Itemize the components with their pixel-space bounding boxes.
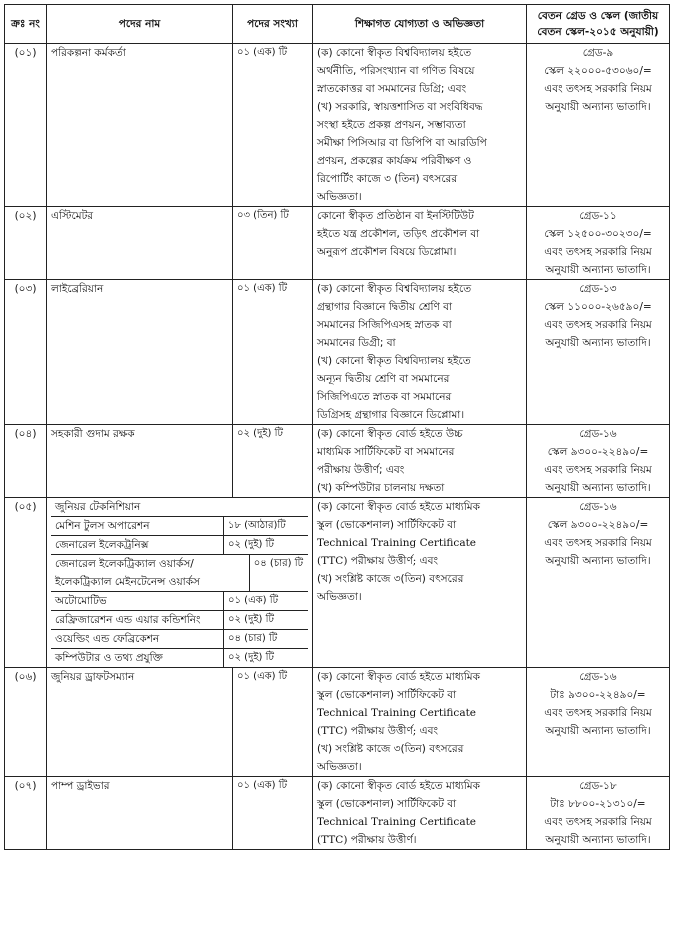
qualification-line: অনুরূপ প্রকৌশল বিষয়ে ডিপ্লোমা।: [317, 246, 457, 258]
salary-line: এবং তৎসহ সরকারি নিয়ম: [544, 707, 652, 719]
post-count: ০১ (এক) টি: [233, 280, 313, 425]
qualification-line: অভিজ্ঞতা।: [317, 761, 362, 773]
qualification: [313, 425, 527, 498]
salary-line: অনুযায়ী অন্যান্য ভাতাদি।: [545, 482, 651, 494]
qualification-line: কোনো স্বীকৃত প্রতিষ্ঠান বা ইনস্টিটিউট: [317, 210, 474, 222]
qualification-line: (খ) কোনো স্বীকৃত বিশ্ববিদ্যালয় হইতে: [317, 355, 471, 367]
qualification-line: (খ) সংশ্লিষ্ট কাজে ৩(তিন) বৎসরের: [317, 743, 464, 755]
salary-line: গ্রেড-১৩: [579, 283, 617, 295]
salary-line: স্কেল ৯৩০০-২২৪৯০/=: [547, 519, 649, 531]
salary-line: গ্রেড-১৬: [579, 501, 617, 513]
post-name: জুনিয়র ড্রাফটসম্যান: [47, 668, 233, 777]
qualification-line: স্কুল (ভোকেশনাল) সার্টিফিকেট বা: [317, 798, 457, 810]
row-serial: (০৬): [5, 668, 47, 777]
salary-line: স্কেল ১২৫০০-৩০২৩০/=: [544, 228, 652, 240]
qualification: [313, 668, 527, 777]
row-serial: (০৫): [5, 498, 47, 668]
sub-trade-count: ০৪ (চার) টি: [253, 558, 304, 569]
qualification-line: (ক) কোনো স্বীকৃত বিশ্ববিদ্যালয় হইতে: [317, 47, 472, 59]
sub-trade-row: [51, 648, 308, 667]
table-row: [5, 207, 670, 280]
qualification: [313, 777, 527, 850]
sub-trade-row: [51, 535, 308, 554]
sub-trade-name: জেনারেল ইলেকট্রনিক্স: [51, 536, 224, 554]
qualification-line: (ক) কোনো স্বীকৃত বিশ্ববিদ্যালয় হইতে: [317, 283, 472, 295]
salary: [527, 44, 670, 207]
header-salary: বেতন গ্রেড ও স্কেল (জাতীয় বেতন স্কেল-২০১৫ অনুযায়ী): [527, 5, 670, 44]
salary-line: এবং তৎসহ সরকারি নিয়ম: [544, 816, 652, 828]
row-serial: (০২): [5, 207, 47, 280]
salary-line: এবং তৎসহ সরকারি নিয়ম: [544, 464, 652, 476]
qualification-line: (খ) সরকারি, স্বায়ত্তশাসিত বা সংবিধিবদ্ধ: [317, 101, 483, 113]
qualification-line: স্কুল (ভোকেশনাল) সার্টিফিকেট বা: [317, 689, 457, 701]
qualification-line: স্নাতকোত্তর বা সমমানের ডিগ্রি; এবং: [317, 83, 467, 95]
post-name: এস্টিমেটর: [47, 207, 233, 280]
qualification-line: Technical Training Certificate: [317, 537, 477, 549]
qualification-line: সংস্থা হইতে প্রকল্প প্রণয়ন, সম্ভাব্যতা: [317, 119, 466, 131]
salary-line: গ্রেড-১৬: [579, 671, 617, 683]
salary-line: অনুযায়ী অন্যান্য ভাতাদি।: [545, 101, 651, 113]
table-row: [5, 498, 670, 668]
header-row: [5, 5, 670, 44]
qualification-line: (ক) কোনো স্বীকৃত বোর্ড হইতে মাধ্যমিক: [317, 671, 480, 683]
salary-line: অনুযায়ী অন্যান্য ভাতাদি।: [545, 337, 651, 349]
header-qualification: শিক্ষাগত যোগ্যতা ও অভিজ্ঞতা: [313, 5, 527, 44]
sub-trade-row: [51, 610, 308, 629]
qualification-line: গ্রন্থাগার বিজ্ঞানে দ্বিতীয় শ্রেণি বা: [317, 301, 453, 313]
qualification-line: (TTC) পরীক্ষায় উত্তীর্ণ; এবং: [317, 555, 439, 567]
recruitment-table: [4, 4, 670, 850]
sub-trade-row: [51, 591, 308, 610]
qualification-line: Technical Training Certificate: [317, 707, 477, 719]
salary-line: অনুযায়ী অন্যান্য ভাতাদি।: [545, 725, 651, 737]
qualification-line: ডিগ্রিসহ গ্রন্থাগার বিজ্ঞানে ডিপ্লোমা।: [317, 409, 465, 421]
qualification-line: সমমানের ডিগ্রী; বা: [317, 337, 396, 349]
post-count: ০১ (এক) টি: [233, 44, 313, 207]
salary-line: অনুযায়ী অন্যান্য ভাতাদি।: [545, 264, 651, 276]
sub-trade-cell: [47, 498, 313, 668]
table-row: [5, 44, 670, 207]
sub-trade-name: জেনারেল ইলেকট্রিক্যাল ওয়ার্কস/ ইলেকট্রিক্যাল মেইনটেনেন্স ওয়ার্কস: [51, 555, 250, 591]
post-name: জুনিয়র টেকনিশিয়ান: [55, 501, 141, 513]
qualification-line: প্রণয়ন, প্রকল্পের কার্যক্রম পরিবীক্ষণ ও: [317, 155, 472, 167]
post-name: পরিকল্পনা কর্মকর্তা: [47, 44, 233, 207]
row-serial: (০১): [5, 44, 47, 207]
salary: [527, 498, 670, 668]
salary-line: স্কেল ৯৩০০-২২৪৯০/=: [547, 446, 649, 458]
qualification-line: স্কুল (ভোকেশনাল) সার্টিফিকেট বা: [317, 519, 457, 531]
sub-trade-count: ০২ (দুই) টি: [228, 652, 274, 663]
table-row: [5, 280, 670, 425]
table-body: [5, 44, 670, 850]
row-serial: (০৪): [5, 425, 47, 498]
sub-trade-name: কম্পিউটার ও তথ্য প্রযুক্তি: [51, 649, 224, 667]
salary-line: গ্রেড-১৬: [579, 428, 617, 440]
salary-line: অনুযায়ী অন্যান্য ভাতাদি।: [545, 834, 651, 846]
salary-line: অনুযায়ী অন্যান্য ভাতাদি।: [545, 555, 651, 567]
qualification: [313, 207, 527, 280]
salary-line: গ্রেড-১১: [579, 210, 617, 222]
qualification-line: (খ) কম্পিউটার চালনায় দক্ষতা: [317, 482, 445, 494]
sub-trade-name: মেশিন টুলস অপারেশন: [51, 517, 224, 535]
salary-line: এবং তৎসহ সরকারি নিয়ম: [544, 246, 652, 258]
qualification-line: সমীক্ষা পিসিআর বা ডিপিপি বা আরডিপি: [317, 137, 487, 149]
qualification: [313, 44, 527, 207]
row-serial: (০৩): [5, 280, 47, 425]
salary-line: স্কেল ২২০০০-৫৩০৬০/=: [544, 65, 652, 77]
salary-line: গ্রেড-১৮: [579, 780, 617, 792]
post-count: ০১ (এক) টি: [233, 668, 313, 777]
salary-line: টাঃ ৮৮০০-২১৩১০/=: [550, 798, 646, 810]
qualification-line: অর্থনীতি, পরিসংখ্যান বা গণিত বিষয়ে: [317, 65, 475, 77]
table-row: [5, 777, 670, 850]
sub-trade-name: ওয়েল্ডিং এন্ড ফেব্রিকেশন: [51, 630, 224, 648]
qualification-line: সমমানের সিজিপিএসহ স্নাতক বা: [317, 319, 452, 331]
qualification: [313, 280, 527, 425]
salary-line: গ্রেড-৯: [582, 47, 614, 59]
qualification-line: অন্যূন দ্বিতীয় শ্রেণি বা সমমানের: [317, 373, 450, 385]
qualification-line: (ক) কোনো স্বীকৃত বোর্ড হইতে মাধ্যমিক: [317, 780, 480, 792]
salary-line: স্কেল ১১০০০-২৬৫৯০/=: [544, 301, 652, 313]
sub-trade-header: [51, 498, 308, 516]
salary: [527, 207, 670, 280]
qualification-line: মাধ্যমিক সার্টিফিকেট বা সমমানের: [317, 446, 455, 458]
row-serial: (০৭): [5, 777, 47, 850]
qualification-line: অভিজ্ঞতা।: [317, 591, 362, 603]
post-name: পাম্প ড্রাইভার: [47, 777, 233, 850]
qualification-line: (TTC) পরীক্ষায় উত্তীর্ণ।: [317, 834, 417, 846]
salary: [527, 668, 670, 777]
salary-line: এবং তৎসহ সরকারি নিয়ম: [544, 537, 652, 549]
post-count: ০১ (এক) টি: [233, 777, 313, 850]
post-count: ০২ (দুই) টি: [233, 425, 313, 498]
post-name: লাইব্রেরিয়ান: [47, 280, 233, 425]
sub-trade-count: ০৪ (চার) টি: [228, 633, 278, 644]
salary: [527, 425, 670, 498]
qualification: [313, 498, 527, 668]
qualification-line: পরীক্ষায় উত্তীর্ণ; এবং: [317, 464, 405, 476]
sub-trade-name: রেফ্রিজারেশন এন্ড এয়ার কন্ডিশনিং: [51, 611, 224, 629]
table-row: [5, 668, 670, 777]
salary: [527, 777, 670, 850]
post-count: ০৩ (তিন) টি: [233, 207, 313, 280]
salary-line: এবং তৎসহ সরকারি নিয়ম: [544, 319, 652, 331]
sub-trade-name: অটোমোটিভ: [51, 592, 224, 610]
qualification-line: সিজিপিএতে স্নাতক বা সমমানের: [317, 391, 452, 403]
qualification-line: (TTC) পরীক্ষায় উত্তীর্ণ; এবং: [317, 725, 439, 737]
salary-line: টাঃ ৯৩০০-২২৪৯০/=: [550, 689, 646, 701]
qualification-line: (খ) সংশ্লিষ্ট কাজে ৩(তিন) বৎসরের: [317, 573, 464, 585]
header-serial: ক্রঃ নং: [5, 5, 47, 44]
salary-line: এবং তৎসহ সরকারি নিয়ম: [544, 83, 652, 95]
qualification-line: রিপোর্টিং কাজে ৩ (তিন) বৎসরের: [317, 173, 458, 185]
table-row: [5, 425, 670, 498]
sub-trade-row: [51, 554, 308, 591]
qualification-line: হইতে যন্ত্র প্রকৌশল, তড়িৎ প্রকৌশল বা: [317, 228, 480, 240]
sub-trade-count: ১৮ (আঠার)টি: [228, 520, 286, 531]
qualification-line: (ক) কোনো স্বীকৃত বোর্ড হইতে মাধ্যমিক: [317, 501, 480, 513]
sub-trade-count: ০১ (এক) টি: [228, 595, 279, 606]
sub-trade-count: ০২ (দুই) টি: [228, 539, 274, 550]
qualification-line: (ক) কোনো স্বীকৃত বোর্ড হইতে উচ্চ: [317, 428, 463, 440]
salary: [527, 280, 670, 425]
qualification-line: Technical Training Certificate: [317, 816, 477, 828]
sub-trade-row: [51, 516, 308, 535]
post-name: সহকারী গুদাম রক্ষক: [47, 425, 233, 498]
qualification-line: অভিজ্ঞতা।: [317, 191, 362, 203]
sub-trade-count: ০২ (দুই) টি: [228, 614, 274, 625]
sub-trade-row: [51, 629, 308, 648]
header-count: পদের সংখ্যা: [233, 5, 313, 44]
header-post: পদের নাম: [47, 5, 233, 44]
